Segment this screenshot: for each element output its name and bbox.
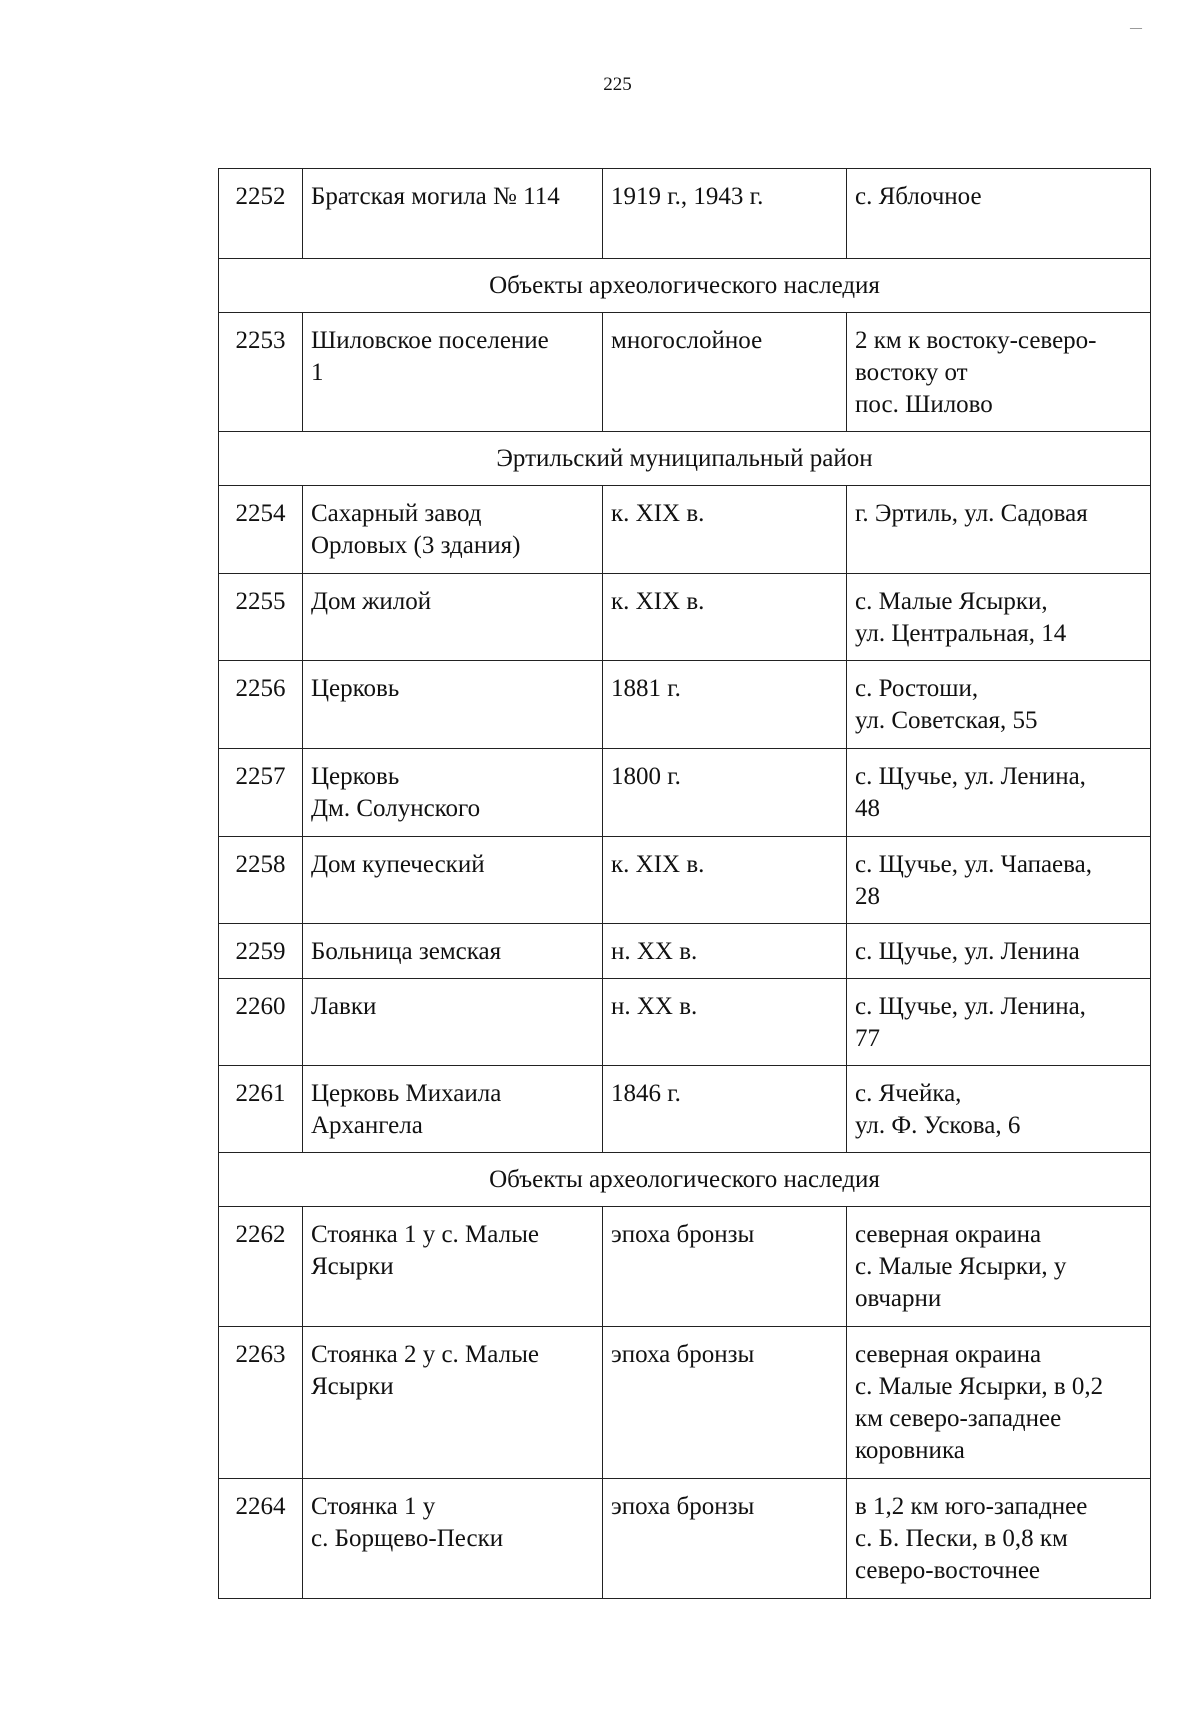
object-location-line: с. Малые Ясырки, у [855,1253,1067,1280]
object-name-line: Ясырки [311,1253,394,1280]
object-name [303,749,603,837]
row-number: 2259 [219,924,303,979]
object-name-line: Стоянка 2 у с. Малые [311,1341,539,1368]
object-date-line: 1881 г. [611,675,681,702]
object-date-line: к. XIX в. [611,851,705,878]
object-location-line: с. Ростоши, [855,675,979,702]
object-name [303,486,603,574]
section-title: Объекты археологического наследия [219,259,1151,313]
object-date [603,749,847,837]
row-number: 2263 [219,1327,303,1479]
object-location [847,169,1151,259]
object-location-line: г. Эртиль, ул. Садовая [855,500,1088,527]
object-name [303,574,603,661]
object-location-line: пос. Шилово [855,391,993,418]
row-number: 2261 [219,1066,303,1153]
object-location [847,486,1151,574]
object-location [847,1207,1151,1327]
object-name [303,924,603,979]
object-name-line: Архангела [311,1112,423,1139]
object-date-line: многослойное [611,327,763,354]
object-name-line: Орловых (3 здания) [311,532,521,559]
object-name-line: Шиловское поселение [311,327,549,354]
object-name [303,1066,603,1153]
registry-body [219,169,1151,1599]
table-row [219,574,1151,661]
table-row [219,1479,1151,1599]
object-location [847,1479,1151,1599]
object-name-line: Дм. Солунского [311,795,481,822]
object-name-line: Братская могила № 114 [311,183,560,210]
table-row [219,837,1151,924]
heritage-registry-table [218,168,1151,1599]
object-name-line: Дом жилой [311,588,432,615]
object-name [303,1207,603,1327]
section-header-row [219,1153,1151,1207]
table-row [219,1066,1151,1153]
section-header-row [219,259,1151,313]
row-number: 2253 [219,313,303,432]
object-date [603,1207,847,1327]
table-row [219,924,1151,979]
table-row [219,169,1151,259]
object-name-line: Лавки [311,993,377,1020]
object-location-line: 77 [855,1025,880,1052]
object-date-line: к. XIX в. [611,588,705,615]
object-name [303,1327,603,1479]
object-location-line: ул. Советская, 55 [855,707,1038,734]
row-number: 2258 [219,837,303,924]
row-number: 2257 [219,749,303,837]
object-name-line: Больница земская [311,938,502,965]
table-row [219,661,1151,749]
object-location-line: 2 км к востоку-северо- [855,327,1097,354]
object-location [847,837,1151,924]
object-date [603,924,847,979]
object-location-line: с. Щучье, ул. Ленина [855,938,1080,965]
object-name-line: Ясырки [311,1373,394,1400]
object-date [603,1479,847,1599]
object-location-line: коровника [855,1437,965,1464]
object-location [847,1066,1151,1153]
object-location-line: востоку от [855,359,968,386]
object-name [303,979,603,1066]
object-location-line: с. Щучье, ул. Чапаева, [855,851,1092,878]
object-name-line: Церковь [311,763,400,790]
object-date [603,837,847,924]
object-name [303,169,603,259]
section-title: Объекты археологического наследия [219,1153,1151,1207]
object-name [303,313,603,432]
object-location-line: 48 [855,795,880,822]
object-location-line: с. Щучье, ул. Ленина, [855,993,1086,1020]
object-name-line: Сахарный завод [311,500,482,527]
row-number: 2254 [219,486,303,574]
object-date [603,574,847,661]
row-number: 2262 [219,1207,303,1327]
object-date-line: 1800 г. [611,763,681,790]
object-date-line: эпоха бронзы [611,1493,755,1520]
object-location-line: 28 [855,883,880,910]
object-location-line: северо-восточнее [855,1557,1041,1584]
object-location-line: с. Малые Ясырки, в 0,2 [855,1373,1104,1400]
object-location-line: км северо-западнее [855,1405,1062,1432]
object-date [603,1066,847,1153]
object-date-line: эпоха бронзы [611,1221,755,1248]
object-location [847,313,1151,432]
object-location-line: с. Малые Ясырки, [855,588,1048,615]
row-number: 2260 [219,979,303,1066]
table-row [219,486,1151,574]
object-location-line: в 1,2 км юго-западнее [855,1493,1088,1520]
row-number: 2252 [219,169,303,259]
table-row [219,1327,1151,1479]
section-header-row [219,432,1151,486]
object-location-line: ул. Ф. Ускова, 6 [855,1112,1021,1139]
object-location-line: овчарни [855,1285,942,1312]
table-row [219,313,1151,432]
table-row [219,749,1151,837]
object-location-line: с. Яблочное [855,183,982,210]
object-name-line: 1 [311,359,324,386]
page-number: 225 [603,74,632,95]
section-title: Эртильский муниципальный район [219,432,1151,486]
object-location [847,1327,1151,1479]
row-number: 2256 [219,661,303,749]
object-date [603,661,847,749]
table-row [219,1207,1151,1327]
table-row [219,979,1151,1066]
object-location-line: с. Ячейка, [855,1080,962,1107]
object-date [603,169,847,259]
object-date-line: н. XX в. [611,938,698,965]
object-location [847,979,1151,1066]
object-name-line: Стоянка 1 у [311,1493,436,1520]
corner-mark: — [1130,20,1142,34]
row-number: 2264 [219,1479,303,1599]
object-location-line: ул. Центральная, 14 [855,620,1067,647]
object-date [603,486,847,574]
object-name [303,661,603,749]
object-location [847,574,1151,661]
object-name-line: с. Борщево-Пески [311,1525,504,1552]
object-location [847,661,1151,749]
object-date [603,1327,847,1479]
object-date-line: к. XIX в. [611,500,705,527]
object-name-line: Дом купеческий [311,851,485,878]
object-location-line: северная окраина [855,1221,1042,1248]
row-number: 2255 [219,574,303,661]
object-date [603,979,847,1066]
object-name [303,1479,603,1599]
object-name [303,837,603,924]
object-date [603,313,847,432]
object-date-line: эпоха бронзы [611,1341,755,1368]
object-date-line: 1846 г. [611,1080,681,1107]
object-date-line: 1919 г., 1943 г. [611,183,764,210]
object-location-line: с. Щучье, ул. Ленина, [855,763,1086,790]
object-location-line: с. Б. Пески, в 0,8 км [855,1525,1068,1552]
object-name-line: Стоянка 1 у с. Малые [311,1221,539,1248]
object-location [847,749,1151,837]
object-date-line: н. XX в. [611,993,698,1020]
object-name-line: Церковь Михаила [311,1080,502,1107]
object-name-line: Церковь [311,675,400,702]
object-location [847,924,1151,979]
object-location-line: северная окраина [855,1341,1042,1368]
